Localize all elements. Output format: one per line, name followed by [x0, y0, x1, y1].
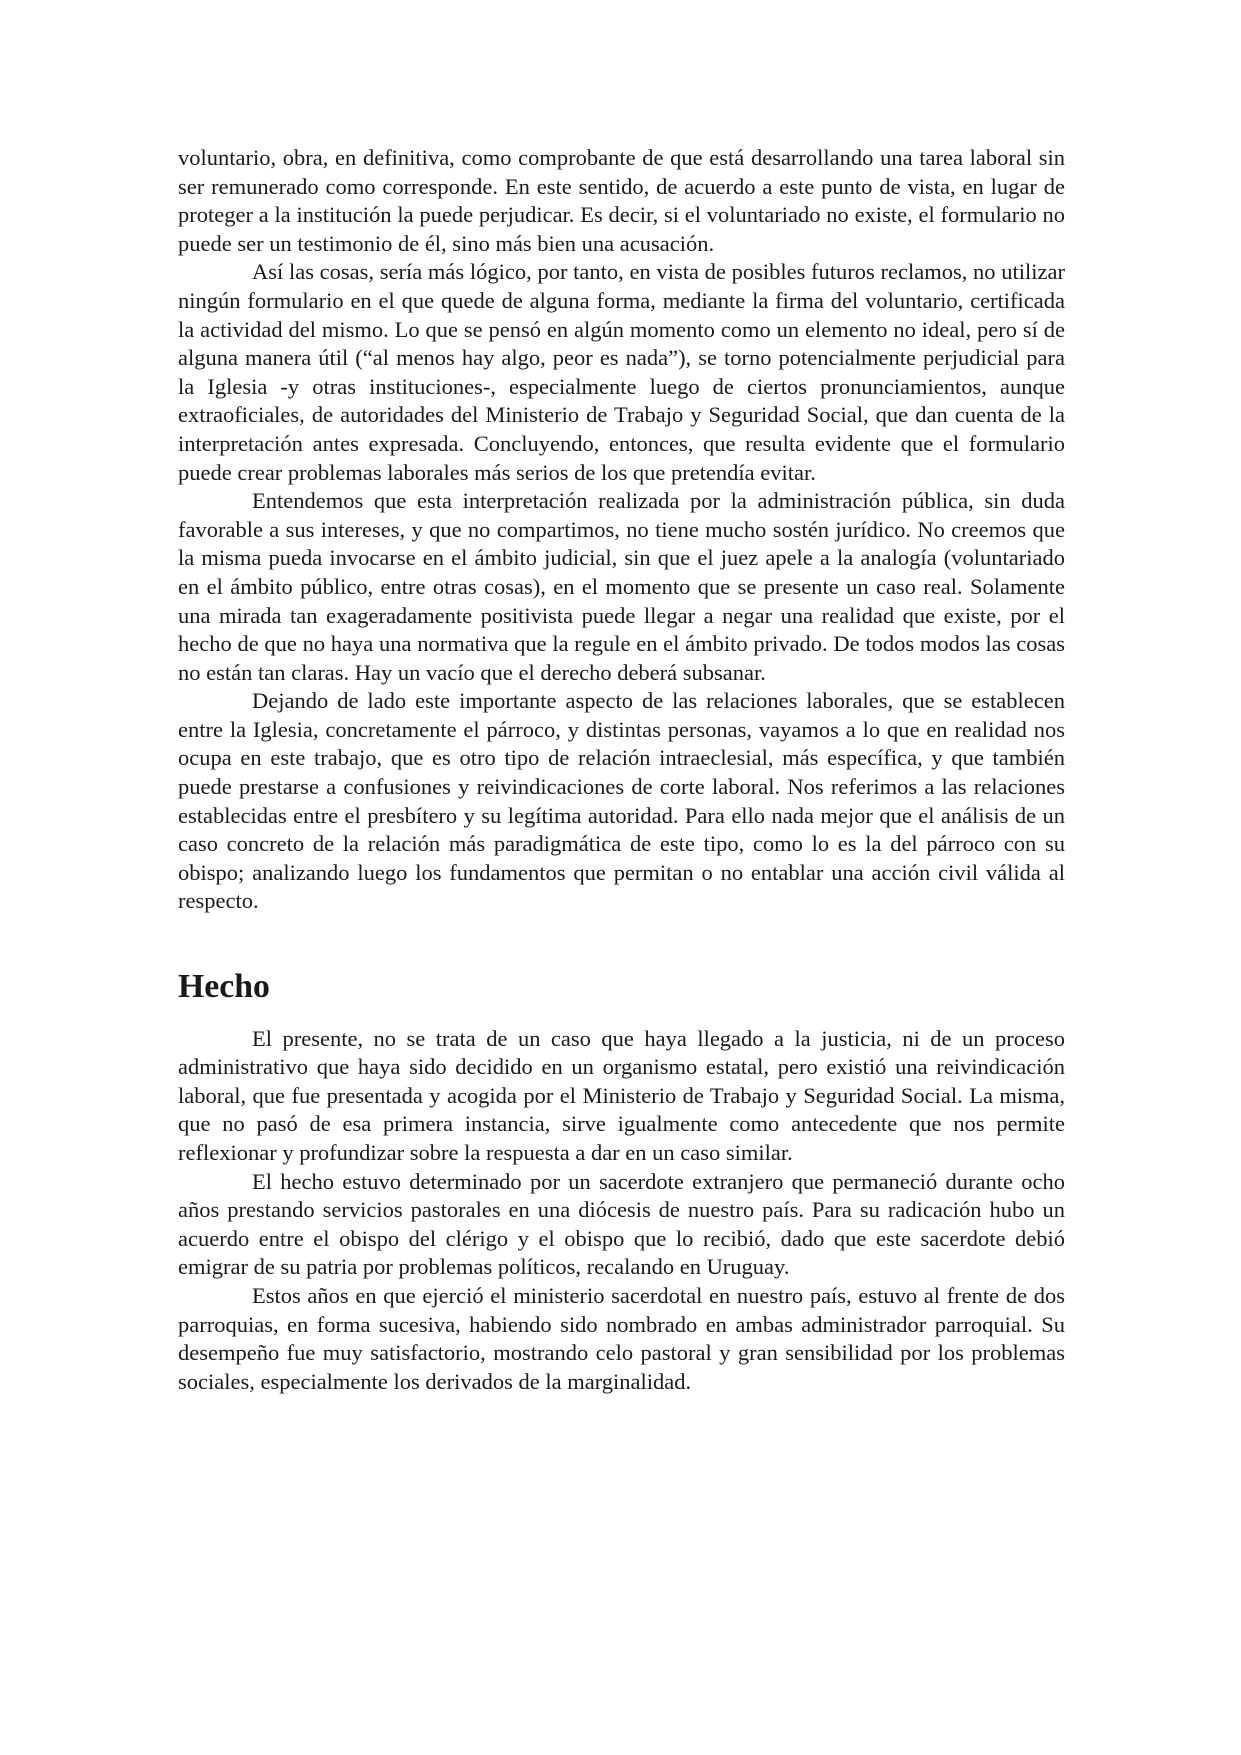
paragraph-1: voluntario, obra, en definitiva, como comprobante de que está desarrollando una tarea laboral sin ser remunerado como corresponde. En este sentido, de acuerdo a este punto de vista, en lugar de proteger a la institución la puede perjudicar. Es decir, si el voluntariado no existe, el formulario no puede ser un testimonio de él, sino más bien una acusación. — [178, 145, 1065, 256]
paragraph-2: Así las cosas, sería más lógico, por tanto, en vista de posibles futuros reclamos, no utilizar ningún formulario en el que quede de alguna forma, mediante la firma del voluntario, certificada la actividad del mismo. Lo que se pensó en algún momento como un elemento no ideal, pero sí de alguna manera útil (“al menos hay algo, peor es nada”), se torno potencialmente perjudicial para la Iglesia -y otras instituciones-, especialmente luego de ciertos pronunciamientos, aunque extraoficiales, de autoridades del Ministerio de Trabajo y Seguridad Social, que dan cuenta de la interpretación antes expresada. Concluyendo, entonces, que resulta evidente que el formulario puede crear problemas laborales más serios de los que pretendía evitar. — [178, 259, 1065, 485]
paragraph-7: Estos años en que ejerció el ministerio sacerdotal en nuestro país, estuvo al frente de dos parroquias, en forma sucesiva, habiendo sido nombrado en ambas administrador parroquial. Su desempeño fue muy satisfactorio, mostrando celo pastoral y gran sensibilidad por los problemas sociales, especialmente los derivados de la marginalidad. — [178, 1282, 1065, 1394]
paragraph-5: El presente, no se trata de un caso que haya llegado a la justicia, ni de un proceso administrativo que haya sido decidido en un organismo estatal, pero existió una reivindicación laboral, que fue presentada y acogida por el Ministerio de Trabajo y Seguridad Social. La misma, que no pasó de esa primera instancia, sirve igualmente como antecedente que nos permite reflexionar y profundizar sobre la respuesta a dar en un caso similar. — [178, 1025, 1065, 1165]
section-heading: Hecho — [178, 968, 270, 1006]
document-page — [178, 144, 1065, 1396]
paragraph-6: El hecho estuvo determinado por un sacerdote extranjero que permaneció durante ocho años prestando servicios pastorales en una diócesis de nuestro país. Para su radicación hubo un acuerdo entre el obispo del clérigo y el obispo que lo recibió, dado que este sacerdote debió emigrar de su patria por problemas políticos, recalando en Uruguay. — [178, 1168, 1065, 1280]
paragraph-4: Dejando de lado este importante aspecto de las relaciones laborales, que se establecen entre la Iglesia, concretamente el párroco, y distintas personas, vayamos a lo que en realidad nos ocupa en este trabajo, que es otro tipo de relación intraeclesial, más específica, y que también puede prestarse a confusiones y reivindicaciones de corte laboral. Nos referimos a las relaciones establecidas entre el presbítero y su legítima autoridad. Para ello nada mejor que el análisis de un caso concreto de la relación más paradigmática de este tipo, como lo es la del párroco con su obispo; analizando luego los fundamentos que permitan o no entablar una acción civil válida al respecto. — [178, 688, 1065, 914]
paragraph-3: Entendemos que esta interpretación realizada por la administración pública, sin duda favorable a sus intereses, y que no compartimos, no tiene mucho sostén jurídico. No creemos que la misma pueda invocarse en el ámbito judicial, sin que el juez apele a la analogía (voluntariado en el ámbito público, entre otras cosas), en el momento que se presente un caso real. Solamente una mirada tan exageradamente positivista puede llegar a negar una realidad que existe, por el hecho de que no haya una normativa que la regule en el ámbito privado. De todos modos las cosas no están tan claras. Hay un vacío que el derecho deberá subsanar. — [178, 488, 1065, 685]
